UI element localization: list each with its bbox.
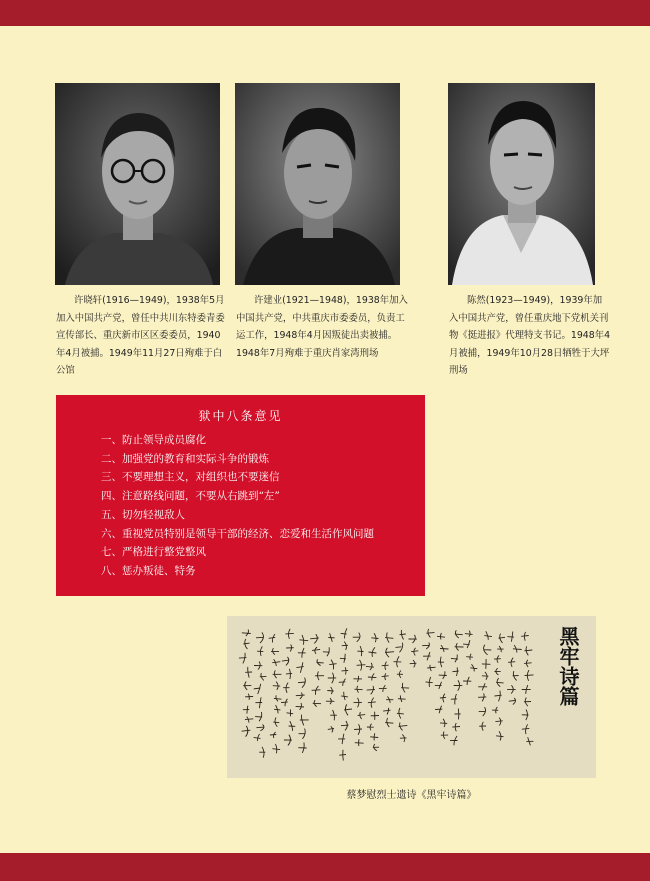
handwriting-stroke xyxy=(426,677,433,687)
resolution-item: 六、重视党员特别是领导干部的经济、恋爱和生活作风问题 xyxy=(101,527,374,540)
handwriting-stroke xyxy=(409,635,417,643)
handwriting-stroke xyxy=(484,645,492,655)
handwriting-stroke xyxy=(328,673,336,684)
handwriting-stroke xyxy=(299,635,308,645)
handwriting-stroke xyxy=(366,663,374,670)
handwriting-stroke xyxy=(312,686,321,695)
resolution-item: 二、加强党的教育和实际斗争的锻炼 xyxy=(101,452,269,465)
handwriting-stroke xyxy=(478,683,487,690)
handwriting-stroke xyxy=(496,678,503,686)
handwriting-stroke xyxy=(243,706,249,714)
handwriting-stroke xyxy=(369,647,377,657)
handwriting-stroke xyxy=(382,673,389,680)
handwriting-strokes xyxy=(227,616,596,778)
handwriting-stroke xyxy=(338,734,345,744)
handwriting-stroke xyxy=(323,647,330,656)
poem-title: 黑牢诗篇 xyxy=(556,626,580,706)
handwriting-stroke xyxy=(451,655,458,663)
handwriting-stroke xyxy=(371,712,379,720)
handwriting-stroke xyxy=(326,698,335,704)
handwriting-stroke xyxy=(422,643,429,650)
handwriting-stroke xyxy=(494,668,500,675)
handwriting-stroke xyxy=(379,685,387,692)
handwriting-stroke xyxy=(315,671,324,680)
handwriting-stroke xyxy=(394,656,402,667)
handwriting-stroke xyxy=(357,660,366,671)
handwriting-stroke xyxy=(525,670,534,681)
handwriting-stroke xyxy=(450,736,458,745)
portrait-1-bio: 许晓轩(1916—1949)，1938年5月加入中国共产党，曾任中共川东特委青委宣传部长、重庆新市区区委委员，1940年4月被捕。1949年11月27日殉难于白公馆 xyxy=(56,295,225,376)
handwriting-stroke xyxy=(330,710,337,720)
portrait-photo-1 xyxy=(55,83,220,285)
handwriting-stroke xyxy=(260,673,267,680)
handwriting-stroke xyxy=(300,715,309,726)
handwriting-stroke xyxy=(285,629,293,639)
handwriting-stroke xyxy=(255,697,262,708)
handwriting-stroke xyxy=(256,725,264,731)
handwriting-stroke xyxy=(479,707,486,716)
portrait-photo-2 xyxy=(235,83,400,285)
handwriting-stroke xyxy=(427,665,435,671)
handwriting-stroke xyxy=(524,660,532,667)
handwriting-stroke xyxy=(484,631,492,640)
handwriting-stroke xyxy=(385,648,394,657)
handwriting-stroke xyxy=(482,672,489,680)
handwriting-stroke xyxy=(269,634,276,642)
poem-manuscript-image xyxy=(227,616,596,778)
handwriting-stroke xyxy=(399,723,408,731)
handwriting-stroke xyxy=(435,706,442,714)
handwriting-stroke xyxy=(271,648,279,655)
handwriting-stroke xyxy=(435,682,442,689)
handwriting-stroke xyxy=(358,712,366,719)
handwriting-stroke xyxy=(340,654,346,663)
resolution-item: 三、不要理想主义，对组织也不要迷信 xyxy=(101,471,280,484)
handwriting-stroke xyxy=(339,750,346,761)
handwriting-stroke xyxy=(368,698,376,708)
handwriting-stroke xyxy=(370,733,378,740)
handwriting-stroke xyxy=(257,646,263,656)
handwriting-stroke xyxy=(296,693,305,700)
handwriting-stroke xyxy=(383,708,390,715)
handwriting-stroke xyxy=(357,646,363,656)
resolutions-title: 狱中八条意见 xyxy=(198,409,283,423)
handwriting-stroke xyxy=(398,695,406,702)
handwriting-stroke xyxy=(298,678,305,688)
handwriting-stroke xyxy=(245,667,252,678)
resolution-item: 四、注意路线问题，不要从右跳到“左” xyxy=(101,490,280,503)
handwriting-stroke xyxy=(273,670,282,678)
handwriting-stroke xyxy=(341,692,348,700)
handwriting-stroke xyxy=(482,659,491,669)
handwriting-stroke xyxy=(313,700,321,707)
handwriting-stroke xyxy=(274,705,280,713)
handwriting-stroke xyxy=(259,747,265,758)
handwriting-stroke xyxy=(400,630,406,640)
handwriting-stroke xyxy=(465,631,473,637)
handwriting-stroke xyxy=(437,633,445,640)
handwriting-stroke xyxy=(355,686,363,693)
poem-caption: 蔡梦慰烈士遗诗《黑牢诗篇》 xyxy=(346,790,477,801)
handwriting-stroke xyxy=(272,744,280,753)
handwriting-stroke xyxy=(371,633,378,642)
handwriting-stroke xyxy=(299,729,306,739)
handwriting-stroke xyxy=(423,652,431,660)
handwriting-stroke xyxy=(440,719,447,727)
handwriting-stroke xyxy=(287,709,294,716)
handwriting-stroke xyxy=(328,633,334,642)
handwriting-stroke xyxy=(452,723,460,731)
handwriting-stroke xyxy=(454,680,463,691)
handwriting-stroke xyxy=(254,684,261,694)
resolutions-list xyxy=(101,431,374,581)
handwriting-stroke xyxy=(273,718,279,727)
handwriting-stroke xyxy=(243,682,251,690)
handwriting-stroke xyxy=(286,645,294,652)
handwriting-stroke xyxy=(439,671,447,679)
handwriting-stroke xyxy=(463,677,471,685)
handwriting-stroke xyxy=(463,640,470,648)
handwriting-stroke xyxy=(455,709,461,720)
handwriting-stroke xyxy=(438,657,444,668)
handwriting-stroke xyxy=(317,659,324,665)
handwriting-stroke xyxy=(507,632,514,642)
handwriting-stroke xyxy=(382,662,389,670)
handwriting-stroke xyxy=(367,724,374,731)
handwriting-stroke xyxy=(524,698,531,707)
handwriting-stroke xyxy=(289,721,296,731)
handwriting-stroke xyxy=(270,732,276,738)
bottom-band xyxy=(0,853,650,881)
handwriting-stroke xyxy=(256,632,264,643)
handwriting-stroke xyxy=(281,699,288,706)
handwriting-stroke xyxy=(284,735,292,746)
handwriting-stroke xyxy=(274,695,282,701)
handwriting-stroke xyxy=(455,643,464,650)
handwriting-stroke xyxy=(386,697,393,703)
portrait-2-bio: 许建业(1921—1948)，1938年加入中国共产党，中共重庆市委委员，负责工运工作，1948年4月因叛徒出卖被捕。1948年7月殉难于重庆肖家湾刑场 xyxy=(236,295,408,359)
handwriting-stroke xyxy=(513,671,519,680)
prison-resolutions-box xyxy=(56,395,425,596)
handwriting-stroke xyxy=(245,694,253,700)
handwriting-stroke xyxy=(494,655,501,662)
handwriting-stroke xyxy=(479,722,486,731)
handwriting-stroke xyxy=(243,639,249,649)
handwriting-stroke xyxy=(254,662,262,670)
handwriting-stroke xyxy=(312,647,320,654)
resolution-item: 七、严格进行整党整风 xyxy=(101,546,206,559)
handwriting-stroke xyxy=(327,687,333,694)
handwriting-stroke xyxy=(328,726,334,732)
handwriting-stroke xyxy=(255,712,262,721)
handwriting-stroke xyxy=(426,629,434,638)
handwriting-stroke xyxy=(496,731,503,740)
handwriting-stroke xyxy=(526,737,533,745)
handwriting-stroke xyxy=(401,683,409,693)
resolution-item: 五、切勿轻视敌人 xyxy=(101,508,185,521)
handwriting-stroke xyxy=(367,686,375,694)
handwriting-stroke xyxy=(342,642,348,650)
handwriting-stroke xyxy=(385,633,393,643)
handwriting-stroke xyxy=(355,739,364,746)
handwriting-stroke xyxy=(470,664,477,671)
handwriting-stroke xyxy=(400,734,407,742)
handwriting-stroke xyxy=(373,744,379,751)
handwriting-stroke xyxy=(283,683,289,693)
handwriting-stroke xyxy=(310,634,319,643)
handwriting-stroke xyxy=(353,633,360,642)
handwriting-stroke xyxy=(441,732,448,739)
handwriting-stroke xyxy=(509,698,516,705)
handwriting-stroke xyxy=(495,718,502,726)
handwriting-stroke xyxy=(499,634,506,643)
handwriting-stroke xyxy=(508,658,515,667)
handwriting-stroke xyxy=(296,662,303,672)
handwriting-stroke xyxy=(452,667,458,676)
handwriting-stroke xyxy=(397,708,404,719)
handwriting-stroke xyxy=(273,682,280,690)
portrait-3-bio: 陈然(1923—1949)，1939年加入中国共产党，曾任重庆地下党机关刊物《挺进报》代理特支书记。1948年4月被捕，1949年10月28日牺牲于大坪刑场 xyxy=(449,295,611,376)
handwriting-stroke xyxy=(524,646,532,655)
handwriting-stroke xyxy=(411,648,418,656)
handwriting-stroke xyxy=(329,660,336,670)
handwriting-stroke xyxy=(522,724,529,734)
resolution-item: 八、惩办叛徒、特务 xyxy=(101,564,196,577)
handwriting-stroke xyxy=(272,659,280,666)
handwriting-stroke xyxy=(521,632,529,641)
portrait-photo-3 xyxy=(448,83,595,285)
handwriting-stroke xyxy=(497,646,503,652)
handwriting-stroke xyxy=(282,657,289,666)
handwriting-stroke xyxy=(353,676,362,682)
handwriting-stroke xyxy=(341,721,349,730)
handwriting-stroke xyxy=(254,734,261,741)
handwriting-stroke xyxy=(507,685,516,693)
handwriting-stroke xyxy=(242,630,251,636)
handwriting-stroke xyxy=(298,743,306,753)
top-band xyxy=(0,0,650,26)
handwriting-stroke xyxy=(286,669,292,679)
handwriting-stroke xyxy=(385,718,393,727)
handwriting-stroke xyxy=(239,653,247,664)
handwriting-stroke xyxy=(396,643,403,653)
handwriting-stroke xyxy=(298,648,306,658)
handwriting-stroke xyxy=(342,667,349,674)
handwriting-stroke xyxy=(492,707,498,713)
handwriting-stroke xyxy=(344,704,352,715)
handwriting-stroke xyxy=(513,645,522,652)
handwriting-stroke xyxy=(368,673,377,680)
handwriting-stroke xyxy=(354,724,362,735)
handwriting-stroke xyxy=(440,694,446,703)
handwriting-stroke xyxy=(397,671,403,678)
handwriting-stroke xyxy=(242,726,251,737)
handwriting-stroke xyxy=(339,679,346,686)
resolution-item: 一、防止领导成员腐化 xyxy=(101,434,206,446)
handwriting-stroke xyxy=(522,710,529,721)
handwriting-stroke xyxy=(410,660,417,667)
handwriting-stroke xyxy=(354,698,362,708)
handwriting-stroke xyxy=(478,693,486,701)
handwriting-stroke xyxy=(440,645,449,652)
handwriting-stroke xyxy=(451,694,457,704)
handwriting-stroke xyxy=(455,630,463,638)
handwriting-stroke xyxy=(522,685,531,694)
handwriting-stroke xyxy=(466,654,473,660)
handwriting-stroke xyxy=(245,717,253,723)
handwriting-stroke xyxy=(495,691,502,702)
handwriting-stroke xyxy=(296,703,304,710)
handwriting-stroke xyxy=(341,628,347,638)
